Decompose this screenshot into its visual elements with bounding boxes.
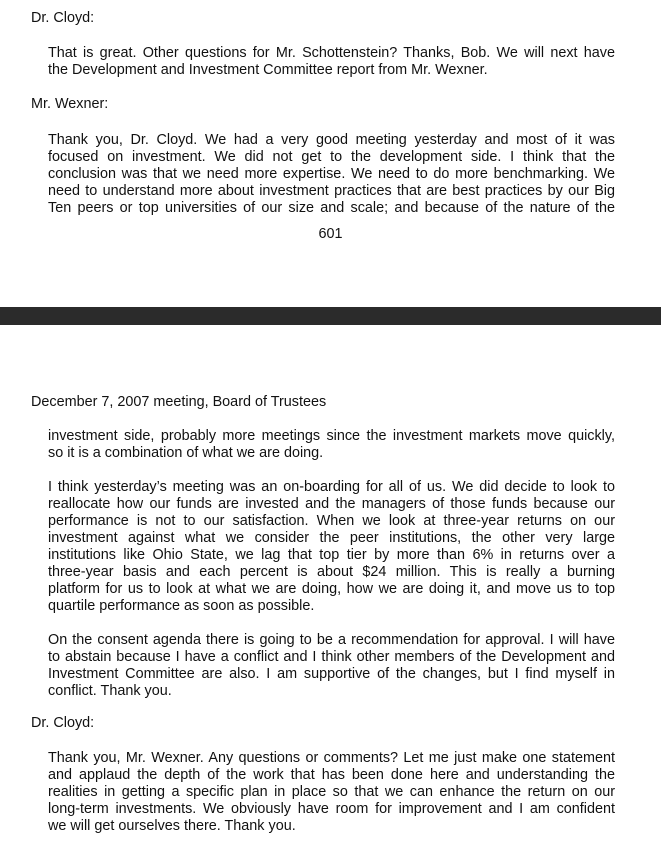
paragraph: [48, 750, 615, 835]
text-line: to abstain because I have a conflict and I think other members of the Development and: [48, 649, 615, 665]
text-line: That is great. Other questions for Mr. Schottenstein? Thanks, Bob. We will next have: [48, 45, 615, 61]
text-line: we will get ourselves there. Thank you.: [48, 818, 296, 834]
text-line: Ten peers or top universities of our size and scale; and because of the nature of the: [48, 200, 615, 216]
page-divider: [0, 307, 661, 325]
text-line: I think yesterday’s meeting was an on-boarding for all of us. We did decide to look to: [48, 479, 615, 495]
text-line: conclusion was that we need more expertise. We need to do more benchmarking. We: [48, 166, 615, 182]
text-line: reallocate how our funds are invested and the managers of those funds because our: [48, 496, 615, 512]
text-line: so it is a combination of what we are doing.: [48, 445, 324, 461]
text-line: investment against what we consider the peer institutions, the other very large: [48, 530, 615, 546]
text-line: On the consent agenda there is going to be a recommendation for approval. I will have: [48, 632, 615, 648]
transcript-page-601: [0, 0, 661, 307]
text-line: Thank you, Mr. Wexner. Any questions or comments? Let me just make one statement: [48, 750, 615, 766]
text-line: realities in getting a specific plan in place so that we can enhance the return on our: [48, 784, 615, 800]
paragraph: [48, 132, 615, 217]
text-line: Investment Committee are also. I am supportive of the changes, but I find myself in: [48, 666, 615, 682]
paragraph: [48, 45, 615, 79]
text-line: performance is not to our satisfaction. When we look at three-year returns on our: [48, 513, 615, 529]
transcript-page-602: [0, 325, 661, 844]
speaker-label: Dr. Cloyd:: [31, 715, 95, 731]
text-line: three-year basis and each percent is about $24 million. This is really a burning: [48, 564, 615, 580]
text-line: need to understand more about investment practices that are best practices by our Big: [48, 183, 615, 199]
text-line: the Development and Investment Committee report from Mr. Wexner.: [48, 62, 488, 78]
paragraph: [48, 479, 615, 615]
text-line: platform for us to look at what we are doing, how we are doing it, and move us to top: [48, 581, 615, 597]
text-line: quartile performance as soon as possible.: [48, 598, 315, 614]
text-line: investment side, probably more meetings since the investment markets move quickly,: [48, 428, 615, 444]
text-line: focused on investment. We did not get to the development side. I think that the: [48, 149, 615, 165]
paragraph: [48, 632, 615, 700]
text-line: conflict. Thank you.: [48, 683, 172, 699]
speaker-label: Mr. Wexner:: [31, 96, 109, 112]
text-line: long-term investments. We obviously have room for improvement and I am confident: [48, 801, 615, 817]
page-number: 601: [318, 226, 343, 242]
speaker-label: Dr. Cloyd:: [31, 10, 95, 26]
text-line: Thank you, Dr. Cloyd. We had a very good meeting yesterday and most of it was: [48, 132, 615, 148]
page-header: December 7, 2007 meeting, Board of Trustees: [31, 394, 327, 410]
text-line: institutions like Ohio State, we lag that top tier by more than 6% in returns over a: [48, 547, 615, 563]
text-line: and applaud the depth of the work that has been done here and understanding the: [48, 767, 615, 783]
paragraph: [48, 428, 615, 462]
